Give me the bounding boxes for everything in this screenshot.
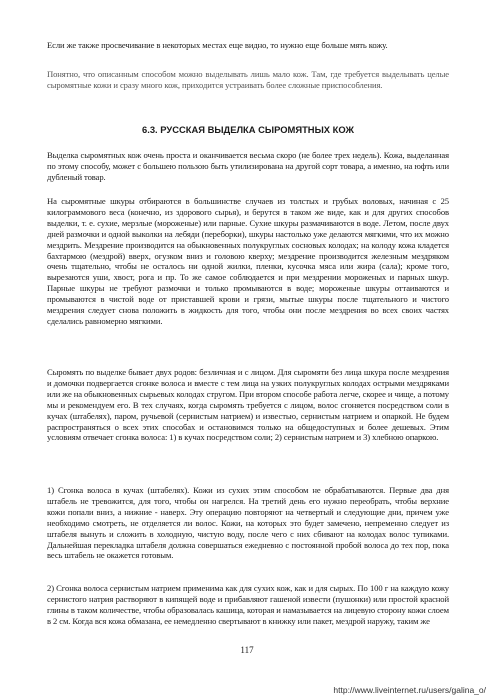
section-heading: 6.3. РУССКАЯ ВЫДЕЛКА СЫРОМЯТНЫХ КОЖ [142, 124, 354, 135]
paragraph-intro: Если же также просвечивание в некоторых местах еще видно, то нужно еще больше мять кожу. [47, 40, 388, 50]
paragraph-method-1: 1) Сгонка волоса в кучах (штабелях). Кожи из сухих этим способом не обрабатываются. Первые два дня штабель не тревожится, для того, чтобы он нагрелся. На третий день его нужно переобрать, чтобы верхние кожи попали вниз, а нижние - наверх. Эту операцию повторяют на четвертый и следующие дни, причем уже необходимо смотреть, не отделяется ли волос. Кожи, на которых это будет замечено, непременно следует из штабеля вынуть и сложить в холодную, чистую воду, после чего с них сбивают на колодах волос тупиками. Дальнейшая перекладка штабеля должна совершаться ежедневно с постоянной пробой волоса до тех пор, пока весь штабель не окажется готовым. [47, 485, 449, 561]
page-number: 117 [240, 645, 254, 655]
paragraph-overview: Выделка сыромятных кож очень проста и оканчивается весьма скоро (не более трех недель). Кожа, выделанная по этому способу, может с большею пользою быть утилизирована на другой сорт товара, а именно, на юфть или дубленый товар. [47, 150, 449, 182]
paragraph-method-2: 2) Сгонка волоса сернистым натрием применима как для сухих кож, как и для сырых. По 100 г на каждую кожу сернистого натрия растворяют в кипящей воде и прибавляют гашеной извести (пушонки) или простой красной глины в таком количестве, чтобы образовалась кашица, которая и намазывается на лицевую сторону кожи слоем в 2 см. Когда вся кожа обмазана, ее немедленно свертывают в книжку или пакет, мездрой наружу, таким же [47, 583, 449, 626]
paragraph-types: Сыромять по выделке бывает двух родов: безличная и с лицом. Для сыромяти без лица шкура после мездрения и домочки подвергается сгонке волоса и вместе с тем лица на узких полукруглых колодах острыми мездряками или же на обыкновенных сырьевых колодах стругом. При втором способе работа легче, скорее и чище, а потому мы и рекомендуем его. В тех случаях, когда сыромять требуется с лицом, волос сгоняется посредством соли в кучах (штабелях), паром, ручьевой (сернистым натрием) и известью, сернистым натрием и опаркой. Не будем распространяться о всех этих способах и остановимся только на общедоступных и более дешевых. Этим условиям отвечает сгонка волоса: 1) в кучах посредством соли; 2) сернистым натрием и 3) хлебною опаркою. [47, 367, 449, 443]
source-watermark[interactable]: http://www.liveinternet.ru/users/galina_o/ [333, 685, 486, 695]
paragraph-preparation: На сыромятные шкуры отбираются в большинстве случаев из толстых и грубых воловых, начиная с 25 килограммового веса (конечно, из здорового сырья), и берутся в таком же виде, как и для других способов выделки, т. е. сухие, мерзлые (мороженые) или парные. Сухие шкуры размачиваются в воде. Летом, после двух дней размочки и одной выколки на лебяди (переборки), шкуры настолько уже делаются мягкими, что их можно мездрить. Мездрение производится на обыкновенных полукруглых сосновых колодах; на колоду кожа кладется бахтармою (мездрой) вверх, огузком вниз и головою кверху; мездрение производится железным мездряком очень тщательно, чтобы не осталось ни одной жилки, пленки, кусочка мяса или жира (сала); кроме того, вырезаются уши, хвост, рога и пр. То же самое соблюдается и при мездрении мороженых и парных шкур. Парные шкуры не требуют размочки и только промываются в воде; мороженые шкуры оттаиваются и промываются в чистой воде от приставшей крови и грязи, мытые шкуры после тщательного и чистого мездрения следует снова положить в жидкость для того, чтобы они после мездрения во всех своих частях сделались равномерно мягкими. [47, 196, 449, 326]
paragraph-note: Понятно, что описанным способом можно выделывать лишь мало кож. Там, где требуется выделывать целые сыромятные кожи и сразу много кож, приходится устраивать более сложные приспособления. [47, 69, 449, 90]
